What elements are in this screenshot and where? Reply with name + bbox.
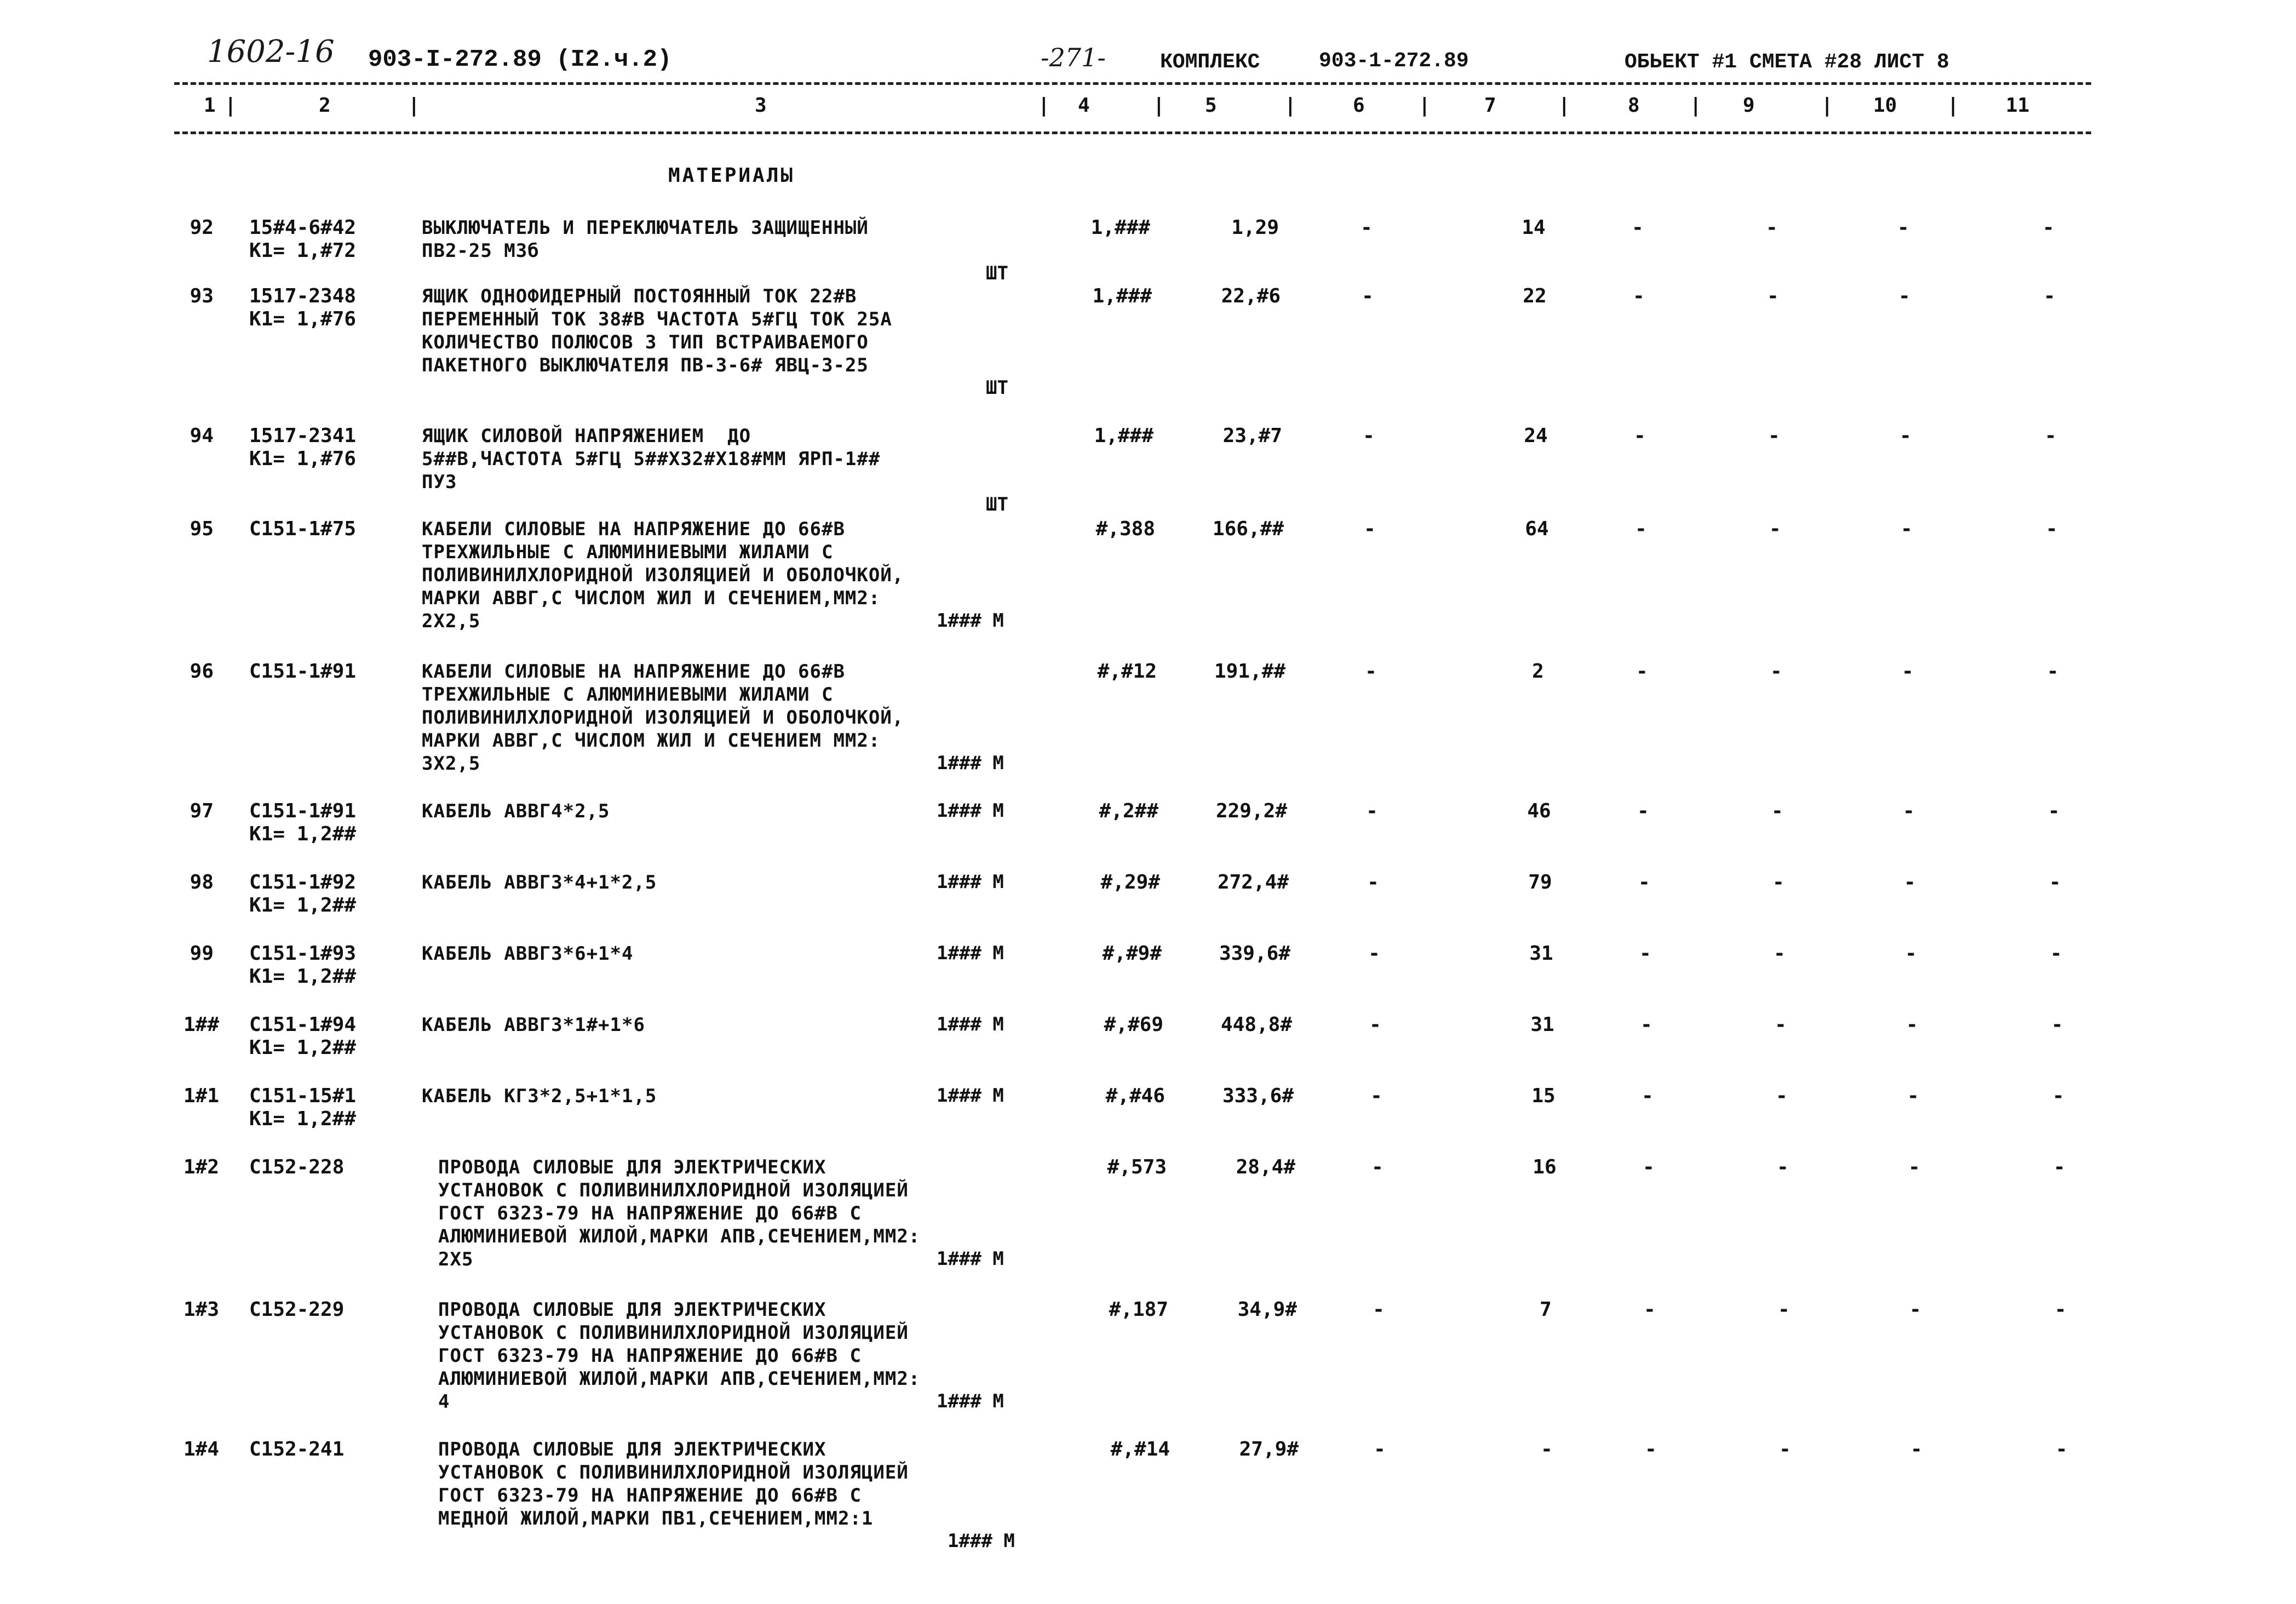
row-col-10: - <box>1907 1085 1919 1107</box>
row-col-6: - <box>1361 216 1373 239</box>
row-unit-price: 28,4# <box>1236 1156 1295 1178</box>
header-rule-top <box>174 82 2091 85</box>
row-col-7: 14 <box>1522 216 1546 239</box>
row-col-7: 64 <box>1525 518 1549 540</box>
row-quantity: #,2## <box>1099 800 1158 822</box>
row-description: КАБЕЛЬ КГ3*2,5+1*1,5 <box>422 1085 657 1107</box>
col-num-10: 10 <box>1873 94 1897 117</box>
row-unit-price: 333,6# <box>1222 1085 1294 1107</box>
row-quantity: 1,### <box>1092 285 1152 307</box>
row-col-7: 46 <box>1527 800 1551 822</box>
row-number: 93 <box>190 285 214 307</box>
row-description: ЯЩИК ОДНОФИДЕРНЫЙ ПОСТОЯННЫЙ ТОК 22#В ПЕРЕМЕННЫЙ ТОК 38#В ЧАСТОТА 5#ГЦ ТОК 25А КОЛИЧЕСТВО ПОЛЮСОВ 3 ТИП ВСТРАИВАЕМОГО ПАКЕТНОГО ВЫКЛЮЧАТЕЛЯ ПВ-3-6# ЯВЦ-3-25 <box>422 285 892 376</box>
row-description: КАБЕЛЬ АВВГ3*4+1*2,5 <box>422 872 657 893</box>
col-separator: | <box>1947 94 1959 117</box>
col-separator: | <box>1419 94 1431 117</box>
row-col-9: - <box>1768 425 1780 447</box>
row-code: С151-1#91 K1= 1,2## <box>249 800 357 845</box>
row-col-11: - <box>2054 1298 2067 1321</box>
row-code: С151-1#94 K1= 1,2## <box>249 1013 357 1059</box>
row-col-10: - <box>1905 942 1917 965</box>
col-num-9: 9 <box>1743 94 1755 117</box>
row-unit-price: 448,8# <box>1220 1013 1292 1036</box>
row-col-9: - <box>1769 518 1781 540</box>
row-unit-price: 1,29 <box>1231 216 1279 239</box>
col-separator: | <box>1821 94 1833 117</box>
row-col-11: - <box>2044 285 2056 307</box>
col-num-3: 3 <box>755 94 767 117</box>
row-col-6: - <box>1370 1085 1382 1107</box>
complex-code: 903-1-272.89 <box>1319 49 1469 73</box>
row-quantity: #,#9# <box>1102 942 1162 965</box>
row-code: С151-1#91 <box>249 660 357 683</box>
row-unit-price: 23,#7 <box>1222 425 1282 447</box>
row-col-6: - <box>1364 518 1376 540</box>
row-code: С151-1#92 K1= 1,2## <box>249 871 357 916</box>
row-col-9: - <box>1767 285 1779 307</box>
col-num-6: 6 <box>1353 94 1365 117</box>
row-col-8: - <box>1632 216 1644 239</box>
row-col-11: - <box>2042 216 2054 239</box>
row-col-10: - <box>1901 518 1913 540</box>
row-col-10: - <box>1903 800 1915 822</box>
row-col-10: - <box>1908 1156 1920 1178</box>
row-unit: ШТ <box>986 377 1008 399</box>
row-col-8: - <box>1639 942 1651 965</box>
col-separator: | <box>1284 94 1296 117</box>
row-code: 15#4-6#42 K1= 1,#72 <box>249 216 357 262</box>
row-col-8: - <box>1634 425 1646 447</box>
row-col-10: - <box>1902 660 1914 683</box>
row-description: ПРОВОДА СИЛОВЫЕ ДЛЯ ЭЛЕКТРИЧЕСКИХ УСТАНОВОК С ПОЛИВИНИЛХЛОРИДНОЙ ИЗОЛЯЦИЕЙ ГОСТ 6323-79 НА НАПРЯЖЕНИЕ ДО 66#В С АЛЮМИНИЕВОЙ ЖИЛОЙ,МАРКИ АПВ,СЕЧЕНИЕМ,ММ2: 4 <box>438 1299 921 1413</box>
row-col-7: 2 <box>1532 660 1544 683</box>
row-quantity: 1,### <box>1094 425 1153 447</box>
row-unit: 1### М <box>948 1530 1015 1552</box>
row-unit: 1### М <box>937 1085 1004 1107</box>
row-description: ВЫКЛЮЧАТЕЛЬ И ПЕРЕКЛЮЧАТЕЛЬ ЗАЩИЩЕННЫЙ ПВ2-25 М3б <box>422 217 869 262</box>
row-description: ПРОВОДА СИЛОВЫЕ ДЛЯ ЭЛЕКТРИЧЕСКИХ УСТАНОВОК С ПОЛИВИНИЛХЛОРИДНОЙ ИЗОЛЯЦИЕЙ ГОСТ 6323-79 НА НАПРЯЖЕНИЕ ДО 66#В С МЕДНОЙ ЖИЛОЙ,МАРКИ ПВ1,СЕЧЕНИЕМ,ММ2:1 <box>438 1439 909 1529</box>
row-col-7: 7 <box>1540 1298 1552 1321</box>
col-separator: | <box>1153 94 1165 117</box>
row-col-11: - <box>2052 1085 2064 1107</box>
row-col-8: - <box>1635 518 1647 540</box>
row-unit-price: 166,## <box>1212 518 1284 540</box>
row-unit: 1### М <box>937 752 1004 774</box>
row-code: С152-229 <box>249 1298 345 1321</box>
row-col-7: 22 <box>1523 285 1547 307</box>
row-col-9: - <box>1778 1298 1790 1321</box>
row-col-11: - <box>2053 1156 2065 1178</box>
row-unit: 1### М <box>937 800 1004 822</box>
col-num-2: 2 <box>319 94 331 117</box>
row-unit-price: 229,2# <box>1215 800 1287 822</box>
section-title: МАТЕРИАЛЫ <box>668 164 795 187</box>
row-number: 99 <box>190 942 214 965</box>
row-col-6: - <box>1363 425 1375 447</box>
row-number: 94 <box>190 425 214 447</box>
row-code: С152-228 <box>249 1156 345 1178</box>
row-col-8: - <box>1637 800 1649 822</box>
row-col-11: - <box>2056 1438 2068 1460</box>
row-quantity: #,388 <box>1095 518 1155 540</box>
row-number: 1#3 <box>183 1298 219 1321</box>
col-num-1: 1 <box>204 94 216 117</box>
row-unit-price: 339,6# <box>1219 942 1290 965</box>
row-col-11: - <box>2049 871 2061 893</box>
row-code: С151-1#93 K1= 1,2## <box>249 942 357 988</box>
row-number: 1#2 <box>183 1156 219 1178</box>
row-description: КАБЕЛЬ АВВГ4*2,5 <box>422 800 610 822</box>
complex-label: КОМПЛЕКС <box>1160 50 1260 74</box>
row-col-6: - <box>1362 285 1374 307</box>
col-separator: | <box>1690 94 1702 117</box>
row-col-6: - <box>1371 1156 1384 1178</box>
row-quantity: #,#14 <box>1110 1438 1170 1460</box>
page-mark: -271- <box>1041 43 1106 72</box>
row-unit-price: 191,## <box>1214 660 1285 683</box>
row-col-8: - <box>1640 1013 1652 1036</box>
row-col-6: - <box>1373 1298 1385 1321</box>
row-col-9: - <box>1779 1438 1791 1460</box>
row-col-9: - <box>1773 942 1786 965</box>
row-unit: 1### М <box>937 610 1004 632</box>
row-col-7: 24 <box>1524 425 1548 447</box>
col-separator: | <box>1038 94 1050 117</box>
col-num-4: 4 <box>1078 94 1090 117</box>
row-unit: 1### М <box>937 942 1004 964</box>
row-quantity: #,187 <box>1109 1298 1168 1321</box>
row-col-6: - <box>1369 1013 1381 1036</box>
row-col-6: - <box>1368 942 1380 965</box>
row-description: ПРОВОДА СИЛОВЫЕ ДЛЯ ЭЛЕКТРИЧЕСКИХ УСТАНОВОК С ПОЛИВИНИЛХЛОРИДНОЙ ИЗОЛЯЦИЕЙ ГОСТ 6323-79 НА НАПРЯЖЕНИЕ ДО 66#В С АЛЮМИНИЕВОЙ ЖИЛОЙ,МАРКИ АПВ,СЕЧЕНИЕМ,ММ2: 2Х5 <box>438 1156 921 1270</box>
row-col-8: - <box>1643 1156 1655 1178</box>
col-num-5: 5 <box>1205 94 1217 117</box>
row-quantity: #,#69 <box>1104 1013 1163 1036</box>
row-code: 1517-2348 K1= 1,#76 <box>249 285 357 330</box>
col-num-8: 8 <box>1628 94 1640 117</box>
row-col-9: - <box>1777 1156 1789 1178</box>
handwritten-sheet-number: 1602-16 <box>207 34 335 70</box>
row-col-9: - <box>1771 800 1783 822</box>
row-number: 97 <box>190 800 214 822</box>
row-col-6: - <box>1374 1438 1386 1460</box>
row-col-11: - <box>2047 660 2059 683</box>
row-col-11: - <box>2046 518 2058 540</box>
row-col-6: - <box>1367 871 1379 893</box>
row-unit-price: 27,9# <box>1239 1438 1299 1460</box>
row-unit: ШТ <box>986 494 1008 515</box>
row-quantity: #,573 <box>1107 1156 1167 1178</box>
col-separator: | <box>408 94 420 117</box>
row-col-7: 15 <box>1531 1085 1555 1107</box>
row-description: КАБЕЛЬ АВВГ3*6+1*4 <box>422 943 634 965</box>
row-col-11: - <box>2050 942 2062 965</box>
object-info: ОБЬЕКТ #1 СМЕТА #28 ЛИСТ 8 <box>1625 50 1949 74</box>
row-col-10: - <box>1904 871 1916 893</box>
row-number: 1#1 <box>183 1085 219 1107</box>
row-col-9: - <box>1770 660 1782 683</box>
row-number: 1#4 <box>183 1438 219 1460</box>
row-col-7: - <box>1541 1438 1553 1460</box>
col-separator: | <box>225 94 237 117</box>
row-number: 96 <box>190 660 214 683</box>
row-col-9: - <box>1776 1085 1788 1107</box>
row-col-8: - <box>1638 871 1650 893</box>
row-col-9: - <box>1775 1013 1787 1036</box>
row-code: С152-241 <box>249 1438 345 1460</box>
row-col-11: - <box>2048 800 2060 822</box>
row-unit-price: 34,9# <box>1237 1298 1297 1321</box>
row-col-11: - <box>2045 425 2057 447</box>
col-num-11: 11 <box>2006 94 2030 117</box>
row-col-8: - <box>1645 1438 1657 1460</box>
row-description: КАБЕЛИ СИЛОВЫЕ НА НАПРЯЖЕНИЕ ДО 66#В ТРЕХЖИЛЬНЫЕ С АЛЮМИНИЕВЫМИ ЖИЛАМИ С ПОЛИВИНИЛХЛОРИДНОЙ ИЗОЛЯЦИЕЙ И ОБОЛОЧКОЙ, МАРКИ АВВГ,С ЧИСЛОМ ЖИЛ И СЕЧЕНИЕМ ММ2: 3Х2,5 <box>422 661 904 775</box>
row-number: 98 <box>190 871 214 893</box>
row-col-7: 31 <box>1529 942 1553 965</box>
row-col-8: - <box>1641 1085 1654 1107</box>
row-unit: 1### М <box>937 871 1004 893</box>
row-number: 92 <box>190 216 214 239</box>
row-code: 1517-2341 K1= 1,#76 <box>249 425 357 470</box>
row-col-8: - <box>1633 285 1645 307</box>
row-col-7: 31 <box>1530 1013 1554 1036</box>
col-separator: | <box>1558 94 1570 117</box>
row-number: 95 <box>190 518 214 540</box>
row-unit: 1### М <box>937 1248 1004 1270</box>
row-col-10: - <box>1910 1438 1922 1460</box>
row-col-9: - <box>1766 216 1778 239</box>
col-num-7: 7 <box>1484 94 1496 117</box>
row-unit-price: 22,#6 <box>1221 285 1281 307</box>
row-col-10: - <box>1897 216 1909 239</box>
row-col-7: 79 <box>1528 871 1552 893</box>
row-quantity: #,29# <box>1100 871 1160 893</box>
row-quantity: 1,### <box>1090 216 1150 239</box>
row-description: ЯЩИК СИЛОВОЙ НАПРЯЖЕНИЕМ ДО 5##В,ЧАСТОТА 5#ГЦ 5##Х32#Х18#ММ ЯРП-1## ПУ3 <box>422 425 881 493</box>
row-col-10: - <box>1899 425 1912 447</box>
document-code: 903-I-272.89 (I2.ч.2) <box>368 46 672 73</box>
row-col-8: - <box>1636 660 1648 683</box>
row-col-10: - <box>1906 1013 1918 1036</box>
row-col-10: - <box>1909 1298 1921 1321</box>
row-col-6: - <box>1365 660 1377 683</box>
row-description: КАБЕЛЬ АВВГ3*1#+1*6 <box>422 1014 645 1036</box>
row-quantity: #,#46 <box>1105 1085 1165 1107</box>
row-col-6: - <box>1366 800 1378 822</box>
row-col-9: - <box>1772 871 1784 893</box>
row-col-10: - <box>1898 285 1910 307</box>
row-unit-price: 272,4# <box>1217 871 1289 893</box>
row-description: КАБЕЛИ СИЛОВЫЕ НА НАПРЯЖЕНИЕ ДО 66#В ТРЕХЖИЛЬНЫЕ С АЛЮМИНИЕВЫМИ ЖИЛАМИ С ПОЛИВИНИЛХЛОРИДНОЙ ИЗОЛЯЦИЕЙ И ОБОЛОЧКОЙ, МАРКИ АВВГ,С ЧИСЛОМ ЖИЛ И СЕЧЕНИЕМ,ММ2: 2Х2,5 <box>422 518 904 632</box>
row-unit: 1### М <box>937 1013 1004 1035</box>
row-col-7: 16 <box>1532 1156 1557 1178</box>
row-code: С151-15#1 K1= 1,2## <box>249 1085 357 1130</box>
row-number: 1## <box>183 1013 219 1036</box>
row-code: С151-1#75 <box>249 518 357 540</box>
row-col-8: - <box>1644 1298 1656 1321</box>
header-rule-bottom <box>174 131 2091 134</box>
row-col-11: - <box>2051 1013 2063 1036</box>
row-unit: 1### М <box>937 1390 1004 1412</box>
row-quantity: #,#12 <box>1097 660 1157 683</box>
row-unit: ШТ <box>986 262 1008 284</box>
